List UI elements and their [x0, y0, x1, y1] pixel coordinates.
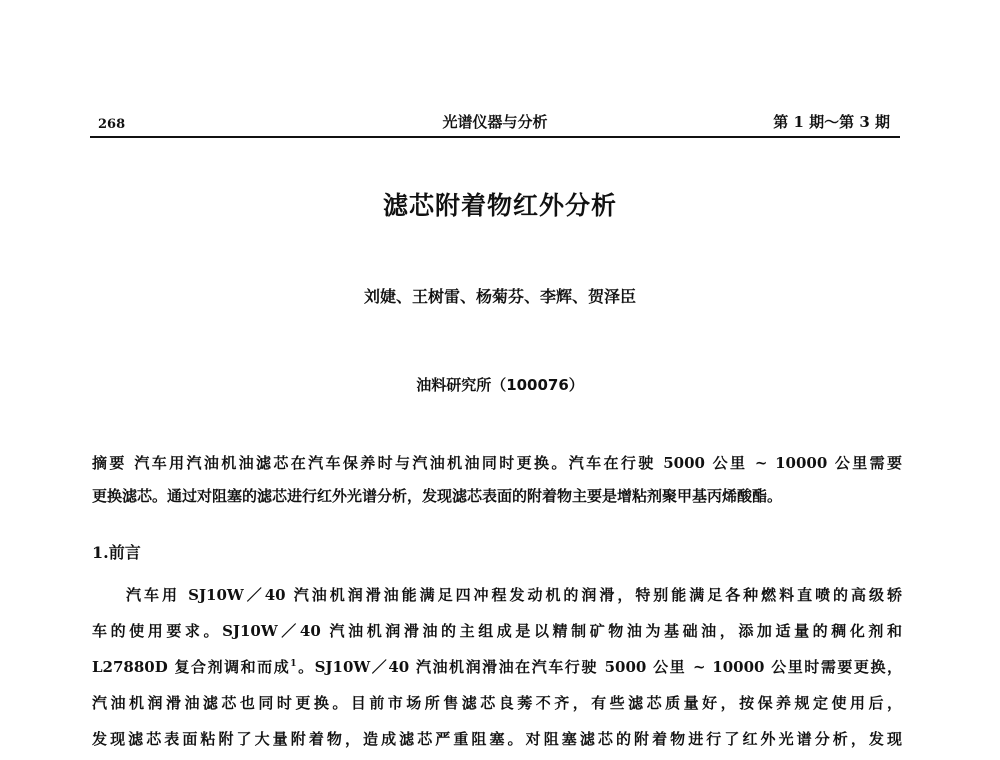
page-number: 268 [98, 117, 126, 132]
body-line-4: 汽油机润滑油滤芯也同时更换。目前市场所售滤芯良莠不齐，有些滤芯质量好，按保养规定使用后， [92, 694, 902, 712]
affiliation: 油料研究所（100076） [416, 376, 584, 394]
body-line-2: 车的使用要求。SJ10W／40 汽油机润滑油的主组成是以精制矿物油为基础油，添加适量的稠化剂和 [92, 622, 902, 640]
citation-marker: 1 [290, 659, 297, 669]
running-header [90, 108, 900, 138]
issue-label: 第 1 期～第 3 期 [773, 113, 890, 131]
abstract-line-2: 更换滤芯。通过对阻塞的滤芯进行红外光谱分析，发现滤芯表面的附着物主要是增粘剂聚甲基丙烯酸酯。 [92, 487, 783, 505]
paper-title: 滤芯附着物红外分析 [382, 191, 617, 220]
body-line-3b: 。SJ10W／40 汽油机润滑油在汽车行驶 5000 公里 ~ 10000 公里时需要更换， [296, 658, 902, 676]
body-line-3a: L27880D 复合剂调和而成 [92, 658, 291, 676]
section-heading: 1.前言 [92, 543, 141, 562]
abstract-line-1: 摘要 汽车用汽油机油滤芯在汽车保养时与汽油机油同时更换。汽车在行驶 5000 公里 ~ 10000 公里需要 [92, 454, 902, 472]
body-line-3 [92, 656, 902, 677]
body-line-1: 汽车用 SJ10W／40 汽油机润滑油能满足四冲程发动机的润滑，特别能满足各种燃料直喷的高级轿 [126, 586, 902, 604]
journal-name: 光谱仪器与分析 [442, 113, 548, 131]
author-list: 刘婕、王树雷、杨菊芬、李辉、贺泽臣 [363, 287, 636, 306]
body-line-5: 发现滤芯表面粘附了大量附着物，造成滤芯严重阻塞。对阻塞滤芯的附着物进行了红外光谱分析，发现 [92, 730, 902, 748]
